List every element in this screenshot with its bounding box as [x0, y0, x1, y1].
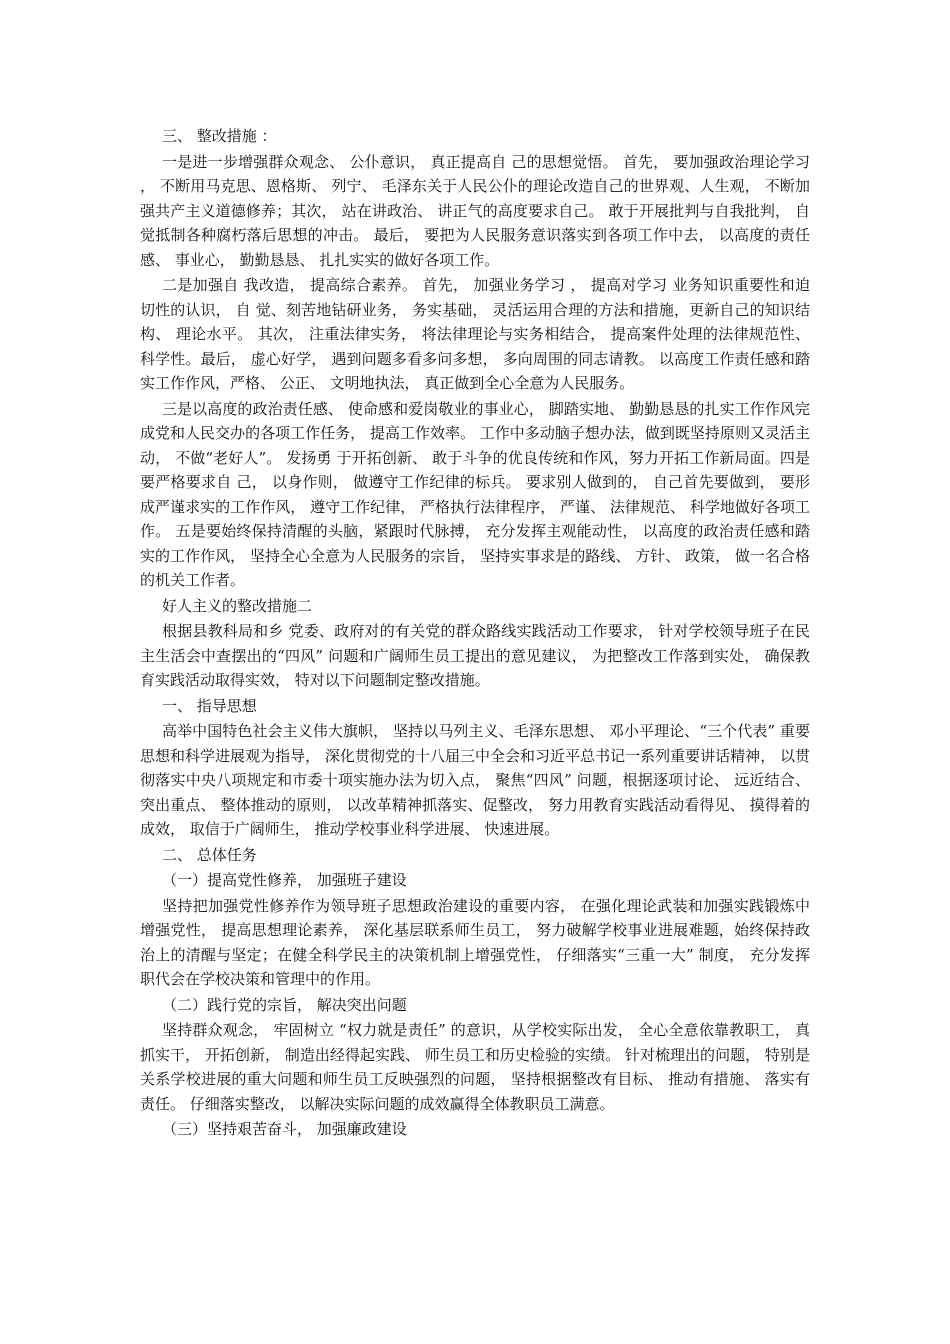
section-heading-overall-tasks: 二、 总体任务	[162, 845, 257, 864]
document-subtitle: 好人主义的整改措施二	[162, 596, 313, 615]
paragraph-party-spirit: 坚持把加强党性修养作为领导班子思想政治建设的重要内容， 在强化理论武装和加强实践锻炼中增强党性， 提高思想理论素养， 深化基层联系师生员工， 努力破解学校事业进展难题，始终保持政治上的清醒与坚定；在健全科学民主的决策机制上增强党性， 仔细落实“三重一大” 制度， 充分发挥职代会在学校决策和管理中的作用。	[140, 896, 810, 988]
paragraph-party-purpose: 坚持群众观念， 牢固树立 “权力就是责任” 的意识，从学校实际出发， 全心全意依靠教职工， 真抓实干， 开拓创新， 制造出经得起实践、 师生员工和历史检验的实绩。 针对梳理出的问题， 特别是关系学校进展的重大问题和师生员工反映强烈的问题， 坚持根据整改有目标、 推动有措施、 落实有责任。 仔细落实整改， 以解决实际问题的成效赢得全体教职员工满意。	[140, 1021, 810, 1113]
section-heading-guiding-thought: 一、 指导思想	[162, 696, 257, 715]
paragraph-self-improvement: 二是加强自 我改造， 提高综合素养。 首先， 加强业务学习 ， 提高对学习 业务知识重要性和迫切性的认识， 自 觉、刻苦地钻研业务， 务实基础， 灵活运用合理的方法和措施，更新自己的知识结构、 理论水平。 其次， 注重法律实务， 将法律理论与实务相结合， 提高案件处理的法律规范性、 科学性。最后， 虚心好学， 遇到问题多看多问多想， 多向周围的同志请教。 以高度工作责任感和踏实工作作风，严格、 公正、 文明地执法， 真正做到全心全意为人民服务。	[140, 276, 810, 392]
paragraph-guiding-thought: 高举中国特色社会主义伟大旗帜， 坚持以马列主义、毛泽东思想、 邓小平理论、“三个代表” 重要思想和科学进展观为指导， 深化贯彻党的十八届三中全会和习近平总书记一系列重要讲话精神， 以贯彻落实中央八项规定和市委十项实施办法为切入点， 聚焦“四风” 问题，根据逐项讨论、 远近结合、 突出重点、 整体推动的原则， 以改革精神抓落实、促整改， 努力用教育实践活动看得见、 摸得着的成效， 取信于广阔师生， 推动学校事业科学进展、 快速进展。	[140, 722, 810, 838]
paragraph-introduction: 根据县教科局和乡 党委、政府对的有关党的群众路线实践活动工作要求， 针对学校领导班子在民主生活会中查摆出的“四风” 问题和广阔师生员工提出的意见建议， 为把整改工作落到实处， 确保教育实践活动取得实效， 特对以下问题制定整改措施。	[140, 622, 810, 689]
section-heading-rectification-measures: 三、 整改措施 ：	[162, 127, 277, 145]
subheading-party-spirit: （一）提高党性修养， 加强班子建设	[162, 871, 407, 889]
subheading-hard-work: （三）坚持艰苦奋斗， 加强廉政建设	[162, 1120, 407, 1138]
paragraph-responsibility: 三是以高度的政治责任感、 使命感和爱岗敬业的事业心， 脚踏实地、 勤勤恳恳的扎实工作作风完成党和人民交办的各项工作任务， 提高工作效率。 工作中多动脑子想办法，做到既坚持原则又灵活主动， 不做“老好人”。 发扬勇 于开拓创新、 敢于斗争的优良传统和作风，努力开拓工作新局面。四是要严格要求自 己， 以身作则， 做遵守工作纪律的标兵。 要求别人做到的， 自己首先要做到， 要形成严谨求实的工作作风， 遵守工作纪律， 严格执行法律程序， 严谨、 法律规范、 科学地做好各项工作。 五是要始终保持清醒的头脑，紧跟时代脉搏， 充分发挥主观能动性， 以高度的政治责任感和踏实的工作作风， 坚持全心全意为人民服务的宗旨， 坚持实事求是的路线、 方针、 政策， 做一名合格的机关工作者。	[140, 399, 810, 589]
subheading-party-purpose: （二）践行党的宗旨， 解决突出问题	[162, 995, 407, 1014]
document-body	[140, 124, 810, 1143]
paragraph-awareness: 一是进一步增强群众观念、 公仆意识， 真正提高自 己的思想觉悟。 首先， 要加强政治理论学习 ， 不断用马克思、恩格斯、 列宁、 毛泽东关于人民公仆的理论改造自己的世界观、人生观， 不断加强共产主义道德修养；其次， 站在讲政治、 讲正气的高度要求自己。 敢于开展批判与自我批判， 自觉抵制各种腐朽落后思想的冲击。 最后， 要把为人民服务意识落实到各项工作中去， 以高度的责任感、 事业心， 勤勤恳恳、 扎扎实实的做好各项工作。	[140, 152, 810, 269]
